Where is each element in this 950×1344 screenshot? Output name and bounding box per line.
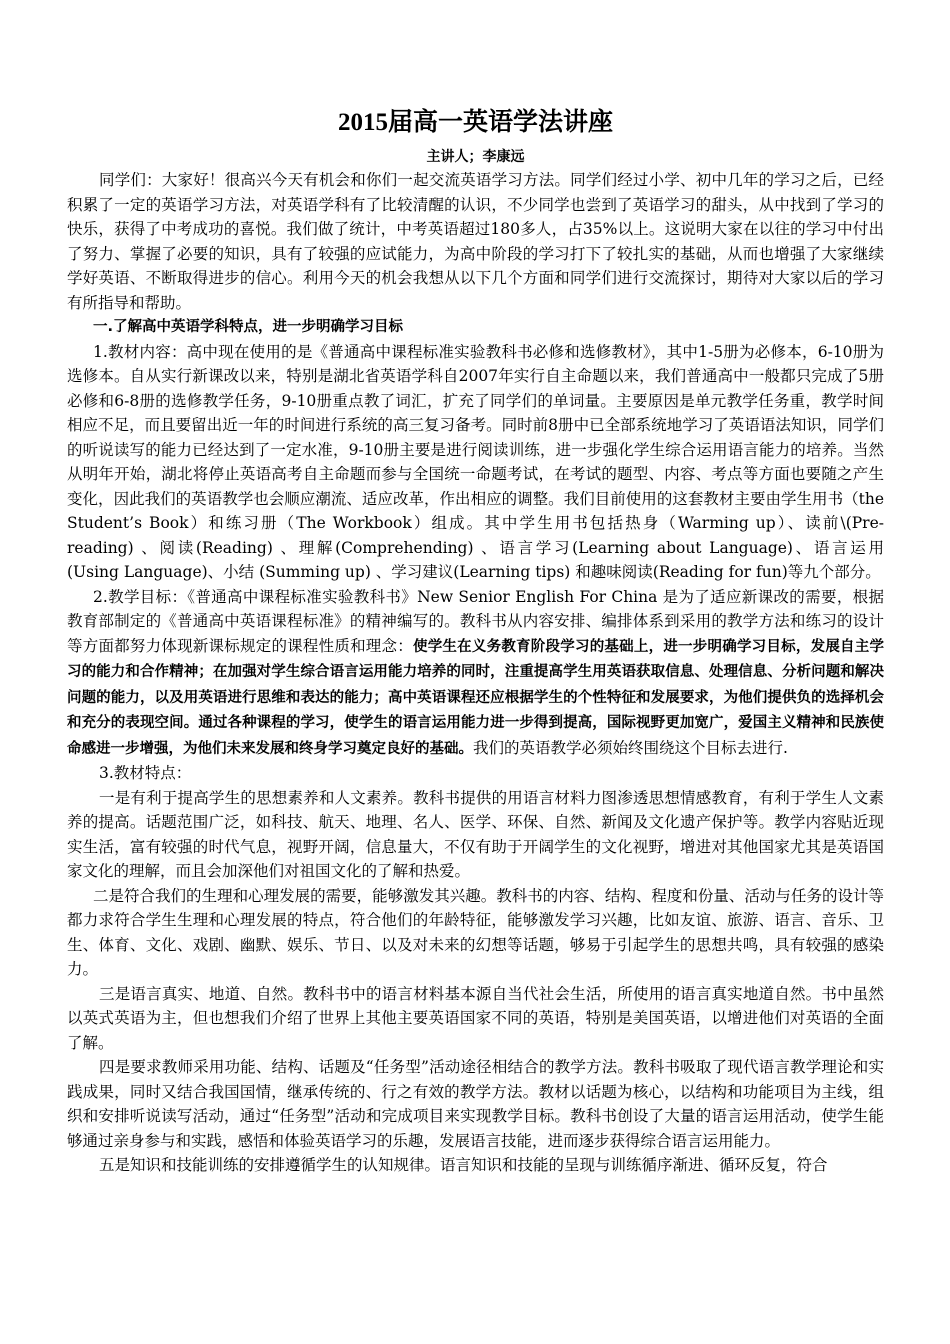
item2-text-start: 2.教学目标：《普通高中课程标准实验教科书》New Senior English For China 是为了适应新课改的需要，根据教育部制定的《普通高中英语课程标准》的精神编写的。教科书从内容安排、编排体系到采用的教学方法和练习的设计等方面都努力体现新课标规定的课程性质和理念： <box>67 587 884 655</box>
item-teaching-materials: 1.教材内容：高中现在使用的是《普通高中课程标准实验教科书必修和选修教材》，其中1-5册为必修本，6-10册为选修本。自从实行新课改以来，特别是湖北省英语学科自2007年实行自主命题以来，我们普通高中一般都只完成了5册必修和6-8册的选修教学任务，9-10册重点教了词汇，扩充了同学们的单词量。主要原因是单元教学任务重，教学时间相应不足，而且要留出近一年的时间进行系统的高三复习备考。同时前8册中已全部系统地学习了英语语法知识，同学们的听说读写的能力已经达到了一定水准，9-10册主要是进行阅读训练，进一步强化学生综合运用语言能力的培养。当然从明年开始，湖北将停止英语高考自主命题而参与全国统一命题考试，在考试的题型、内容、考点等方面也要随之产生变化，因此我们的英语教学也会顺应潮流、适应改革，作出相应的调整。我们目前使用的这套教材主要由学生用书（the Student’s Book）和练习册（The Workbook）组成。其中学生用书包括热身（Warming up）、读前\(Pre-reading) 、阅读(Reading) 、理解(Comprehending) 、语言学习(Learning about Language)、语言运用 (Using Language)、小结 (Summing up) 、学习建议(Learning tips) 和趣味阅读(Reading for fun)等九个部分。 <box>67 342 884 581</box>
feature-paragraph-1: 一是有利于提高学生的思想素养和人文素养。教科书提供的用语言材料力图渗透思想情感教育，有利于学生人文素养的提高。话题范围广泛，如科技、航天、地理、名人、医学、环保、自然、新闻及文化遗产保护等。教学内容贴近现实生活，富有较强的时代气息，视野开阔，信息量大，不仅有助于开阔学生的文化视野，增进对其他国家尤其是英语国家文化的理解，而且会加深他们对祖国文化的了解和热爱。 <box>67 788 884 880</box>
section-heading-1: 一.了解高中英语学科特点，进一步明确学习目标 <box>93 319 404 335</box>
item2-text-end: 我们的英语教学必须始终围绕这个目标去进行. <box>473 738 788 757</box>
feature-paragraph-5: 五是知识和技能训练的安排遵循学生的认知规律。语言知识和技能的呈现与训练循序渐进、循环反复，符合 <box>99 1156 828 1174</box>
feature-paragraph-2: 二是符合我们的生理和心理发展的需要，能够激发其兴趣。教科书的内容、结构、程度和份量、活动与任务的设计等都力求符合学生生理和心理发展的特点，符合他们的年龄特征，能够激发学习兴趣，比如友谊、旅游、语言、音乐、卫生、体育、文化、戏剧、幽默、娱乐、节日、以及对未来的幻想等话题，够易于引起学生的思想共鸣，具有较强的感染力。 <box>67 886 884 978</box>
feature-paragraph-4: 四是要求教师采用功能、结构、话题及“任务型”活动途径相结合的教学方法。教科书吸取了现代语言教学理论和实践成果，同时又结合我国国情，继承传统的、行之有效的教学方法。教材以话题为核心，以结构和功能项目为主线，组织和安排听说读写活动，通过“任务型”活动和完成项目来实现教学目标。教科书创设了大量的语言运用活动，使学生能够通过亲身参与和实践，感悟和体验英语学习的乐趣，发展语言技能，进而逐步获得综合语言运用能力。 <box>67 1058 884 1150</box>
feature-paragraph-3: 三是语言真实、地道、自然。教科书中的语言材料基本源自当代社会生活，所使用的语言真实地道自然。书中虽然以英式英语为主，但也想我们介绍了世界上其他主要英语国家不同的英语，特别是美国英语，以增进他们对英语的全面了解。 <box>67 984 884 1052</box>
speaker-line: 主讲人；李康远 <box>426 149 525 165</box>
item-textbook-features: 3.教材特点： <box>99 764 192 782</box>
document-title: 2015届高一英语学法讲座 <box>337 109 613 136</box>
item2-bold-text: 使学生在义务教育阶段学习的基础上，进一步明确学习目标，发展自主学习的能力和合作精神；在加强对学生综合语言运用能力培养的同时，注重提高学生用英语获取信息、处理信息、分析问题和解决问题的能力，以及用英语进行思维和表达的能力；高中英语课程还应根据学生的个性特征和发展要求，为他们提供负的选择机会和充分的表现空间。通过各种课程的学习，使学生的语言运用能力进一步得到提高，国际视野更加宽广，爱国主义精神和民族使命感进一步增强，为他们未来发展和终身学习奠定良好的基础。 <box>67 638 884 757</box>
item-teaching-goals <box>67 585 884 762</box>
intro-paragraph: 同学们：大家好！很高兴今天有机会和你们一起交流英语学习方法。同学们经过小学、初中几年的学习之后，已经积累了一定的英语学习方法，对英语学科有了比较清醒的认识，不少同学也尝到了英语学习的甜头，从中找到了学习的快乐，获得了中考成功的喜悦。我们做了统计，中考英语超过180多人，占35%以上。这说明大家在以往的学习中付出了努力、掌握了必要的知识，具有了较强的应试能力，为高中阶段的学习打下了较扎实的基础，从而也增强了大家继续学好英语、不断取得进步的信心。利用今天的机会我想从以下几个方面和同学们进行交流探讨，期待对大家以后的学习有所指导和帮助。 <box>67 171 884 312</box>
